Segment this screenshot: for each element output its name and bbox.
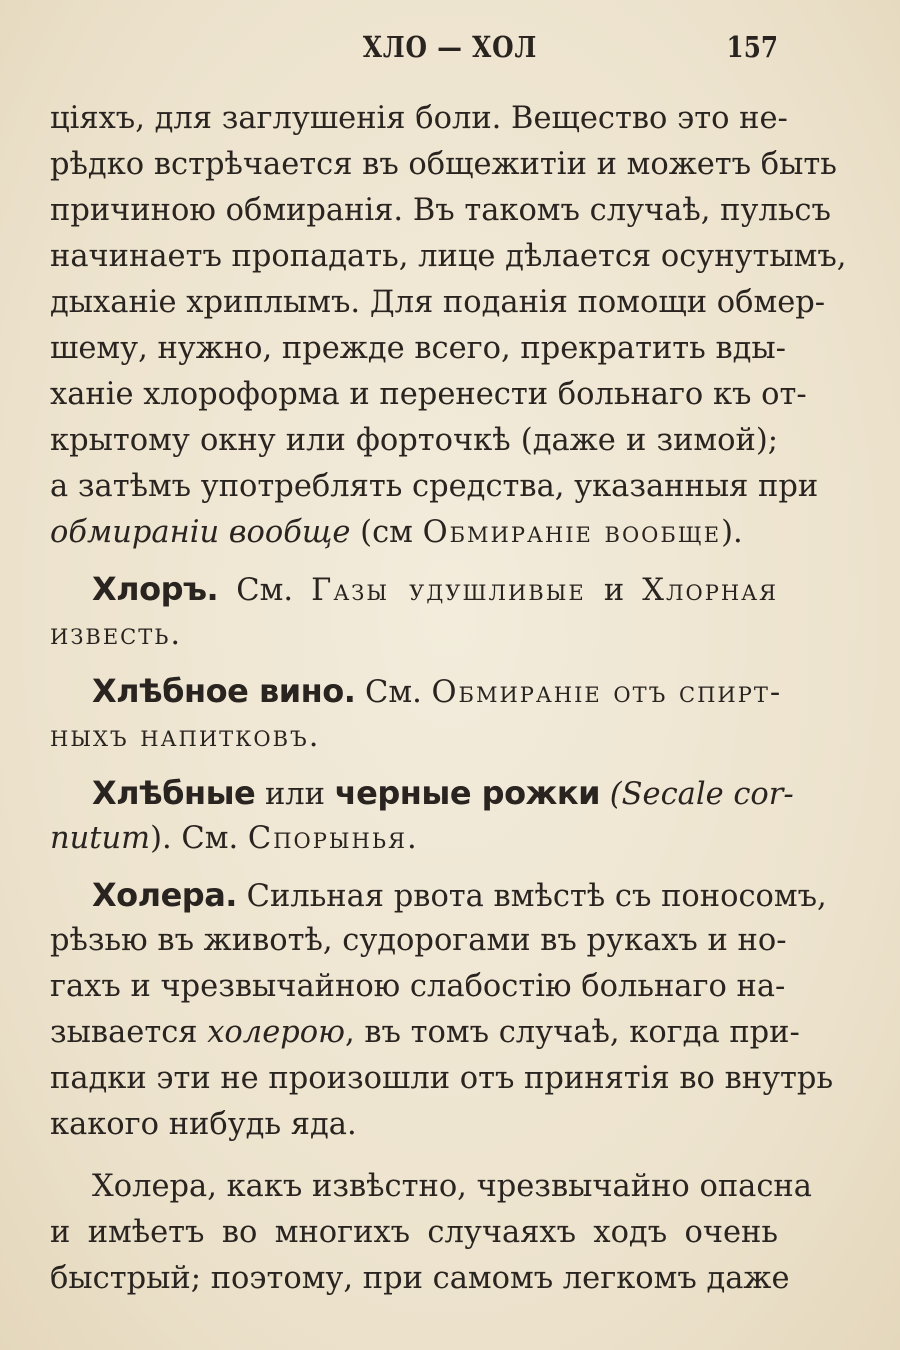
cross-reference: Спорынья. <box>247 821 419 856</box>
text-line: шему, нужно, прежде всего, прекратить вды- <box>50 331 786 366</box>
italic-term: холерою <box>207 1015 345 1050</box>
text-line: дыханіе хриплымъ. Для поданія помощи обмер- <box>50 285 826 320</box>
text-fragment: зывается <box>50 1015 208 1050</box>
text-line: крытому окну или форточкѣ (даже и зимой); <box>50 423 778 458</box>
text-line: быстрый; поэтому, при самомъ легкомъ даже <box>50 1261 790 1296</box>
paragraph-chloroform-continued <box>50 96 847 556</box>
text-line: рѣзью въ животѣ, судорогами въ рукахъ и но- <box>50 923 787 958</box>
cross-reference: ныхъ напитковъ. <box>50 719 321 754</box>
text-line <box>92 668 783 714</box>
text-line <box>50 816 778 862</box>
entry-ergot <box>50 770 794 816</box>
paragraph-cholera-danger <box>50 1164 812 1302</box>
cross-reference: Хлорная <box>642 573 779 608</box>
text-line <box>50 510 778 556</box>
latin-term: (Secale cor- <box>600 777 794 812</box>
text-line: какого нибудь яда. <box>50 1107 357 1142</box>
text-line <box>92 566 778 612</box>
text-line: Холера, какъ извѣстно, чрезвычайно опасна <box>92 1169 812 1204</box>
text-line: а затѣмъ употреблять средства, указанныя при <box>50 469 819 504</box>
text-line <box>92 872 827 918</box>
entry-chlor <box>50 566 778 612</box>
text-fragment: См. <box>355 675 432 710</box>
entry-headword: черные рожки <box>334 774 601 812</box>
italic-term: обмираніи вообще <box>50 515 351 550</box>
entry-bread-wine <box>50 668 783 714</box>
cross-reference: Газы удушливые <box>311 573 586 608</box>
cross-reference: Обмираніе отъ спирт- <box>431 675 783 710</box>
running-head <box>0 30 900 70</box>
text-line: падки эти не произошли отъ принятія во внутрь <box>50 1061 834 1096</box>
text-fragment: (см <box>350 515 423 550</box>
text-fragment: и <box>585 573 643 608</box>
entry-headword: Хлѣбное вино. <box>92 672 356 710</box>
text-fragment: Сильная рвота вмѣстѣ съ поносомъ, <box>236 879 827 914</box>
running-head-title: ХЛО — ХОЛ <box>362 30 538 64</box>
text-line: ціяхъ, для заглушенія боли. Вещество это не- <box>50 101 788 136</box>
text-fragment: ). См. <box>150 821 248 856</box>
latin-term: nutum <box>50 821 151 856</box>
entry-headword: Холера. <box>92 876 237 914</box>
text-fragment: , въ томъ случаѣ, когда при- <box>345 1015 800 1050</box>
text-line: начинаетъ пропадать, лице дѣлается осунутымъ, <box>50 239 847 274</box>
text-fragment: или <box>255 777 335 812</box>
entry-headword: Хлоръ. <box>92 570 219 608</box>
text-line <box>92 770 794 816</box>
cross-reference: Обмираніе вообще <box>422 515 722 550</box>
text-line: рѣдко встрѣчается въ общежитіи и можетъ быть <box>50 147 837 182</box>
text-line: причиною обмиранія. Въ такомъ случаѣ, пульсъ <box>50 193 831 228</box>
text-fragment: См. <box>218 573 312 608</box>
text-line: и имѣетъ во многихъ случаяхъ ходъ очень <box>50 1215 778 1250</box>
text-line: гахъ и чрезвычайною слабостію больнаго на- <box>50 969 786 1004</box>
page-number: 157 <box>726 30 779 64</box>
text-line: ханіе хлороформа и перенести больнаго къ от- <box>50 377 807 412</box>
entry-headword: Хлѣбные <box>92 774 256 812</box>
text-fragment: ). <box>721 515 743 550</box>
page-text <box>50 96 847 1302</box>
text-line <box>50 1010 800 1056</box>
entry-cholera <box>50 872 827 918</box>
cross-reference: известь. <box>50 617 183 652</box>
